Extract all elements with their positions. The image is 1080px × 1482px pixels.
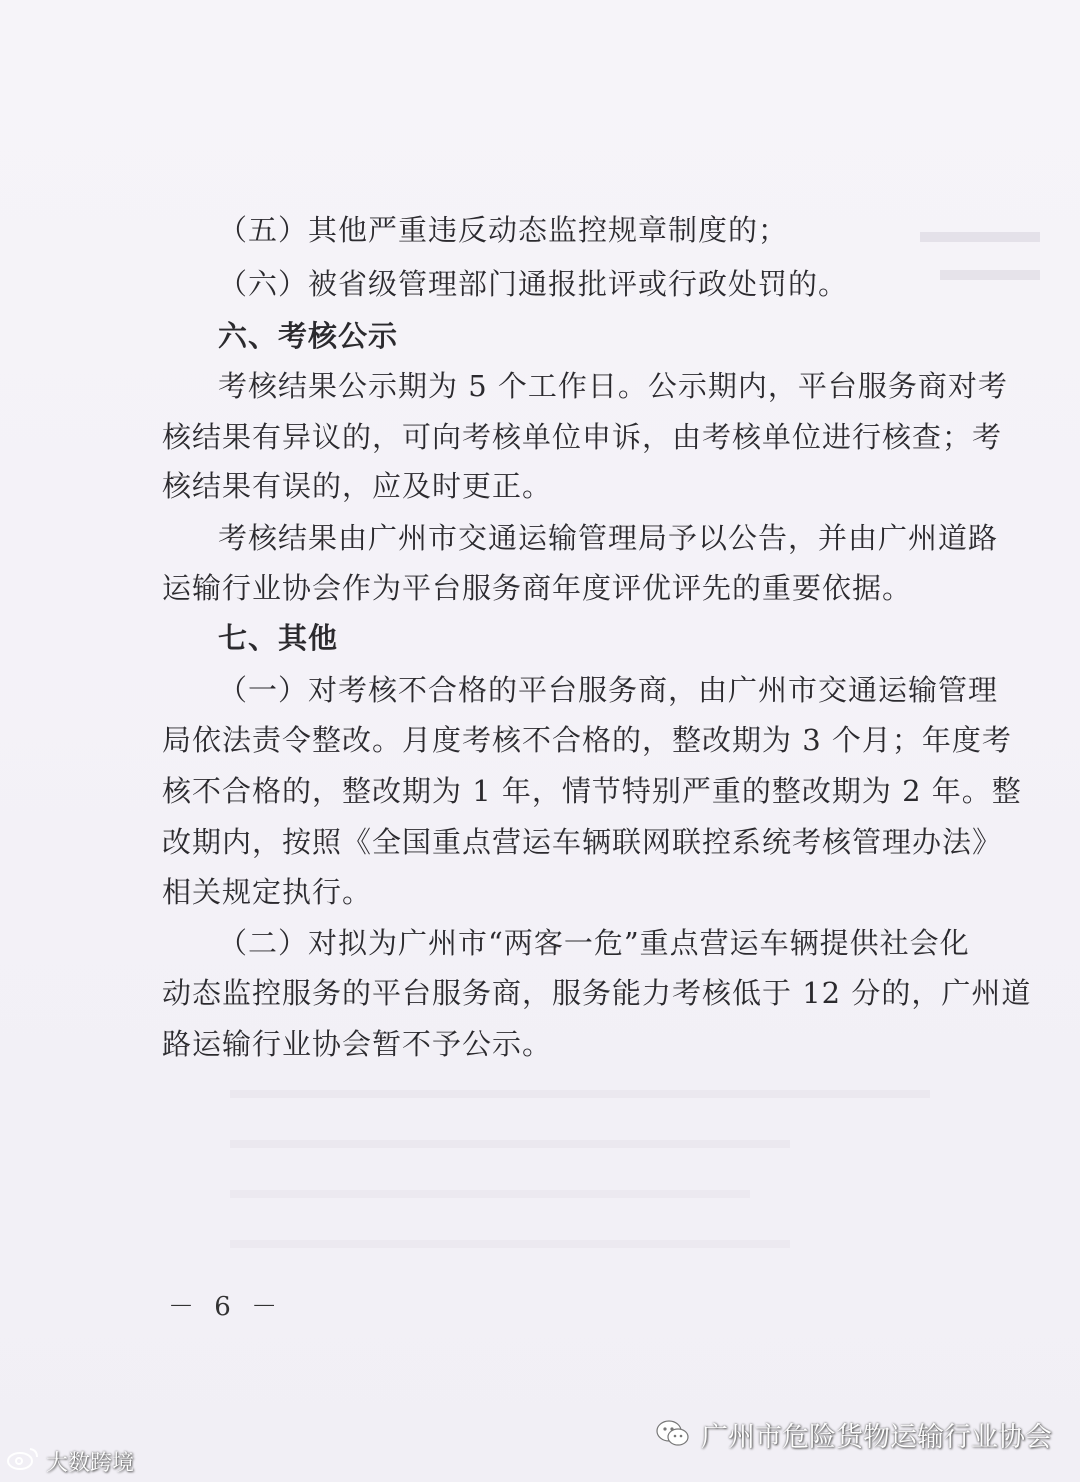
- paragraph-line: 核结果有误的，应及时更正。: [162, 469, 553, 503]
- bleed-through-mark: [230, 1190, 750, 1198]
- paragraph-line: 核结果有异议的，可向考核单位申诉，由考核单位进行核查；考: [162, 420, 1003, 454]
- paragraph-line: 相关规定执行。: [162, 875, 373, 909]
- weibo-icon: [6, 1445, 40, 1477]
- bleed-through-mark: [230, 1090, 930, 1098]
- bleed-through-mark: [940, 270, 1040, 280]
- list-item-5: （五）其他严重违反动态监控规章制度的；: [218, 213, 789, 247]
- paragraph-line: 路运输行业协会暂不予公示。: [162, 1027, 553, 1061]
- source-name: 大数跨境: [46, 1450, 135, 1476]
- list-item-6: （六）被省级管理部门通报批评或行政处罚的。: [218, 267, 849, 301]
- section-heading-6: 六、考核公示: [218, 319, 399, 353]
- paragraph-line: 局依法责令整改。月度考核不合格的，整改期为 3 个月；年度考: [162, 723, 1012, 757]
- source-watermark: [6, 1446, 134, 1476]
- bleed-through-mark: [920, 232, 1040, 242]
- paragraph-line: 核不合格的，整改期为 1 年，情节特别严重的整改期为 2 年。整: [162, 774, 1022, 808]
- wechat-account-name: 广州市危险货物运输行业协会: [701, 1421, 1052, 1453]
- wechat-icon: [655, 1418, 691, 1450]
- section-heading-7: 七、其他: [218, 621, 339, 655]
- paragraph-line: 运输行业协会作为平台服务商年度评优评先的重要依据。: [162, 571, 913, 605]
- bleed-through-mark: [230, 1240, 790, 1248]
- paragraph-line: （二）对拟为广州市“两客一危”重点营运车辆提供社会化: [218, 926, 970, 960]
- paragraph-line: 动态监控服务的平台服务商，服务能力考核低于 12 分的，广州道: [162, 976, 1032, 1010]
- paragraph-line: （一）对考核不合格的平台服务商，由广州市交通运输管理: [218, 673, 999, 707]
- wechat-watermark: [655, 1410, 1052, 1458]
- page-number: － 6 －: [168, 1292, 284, 1322]
- paragraph-line: 改期内，按照《全国重点营运车辆联网联控系统考核管理办法》: [162, 825, 1003, 859]
- bleed-through-mark: [230, 1140, 790, 1148]
- paragraph-line: 考核结果由广州市交通运输管理局予以公告，并由广州道路: [218, 521, 999, 555]
- paragraph-line: 考核结果公示期为 5 个工作日。公示期内，平台服务商对考: [218, 369, 1008, 403]
